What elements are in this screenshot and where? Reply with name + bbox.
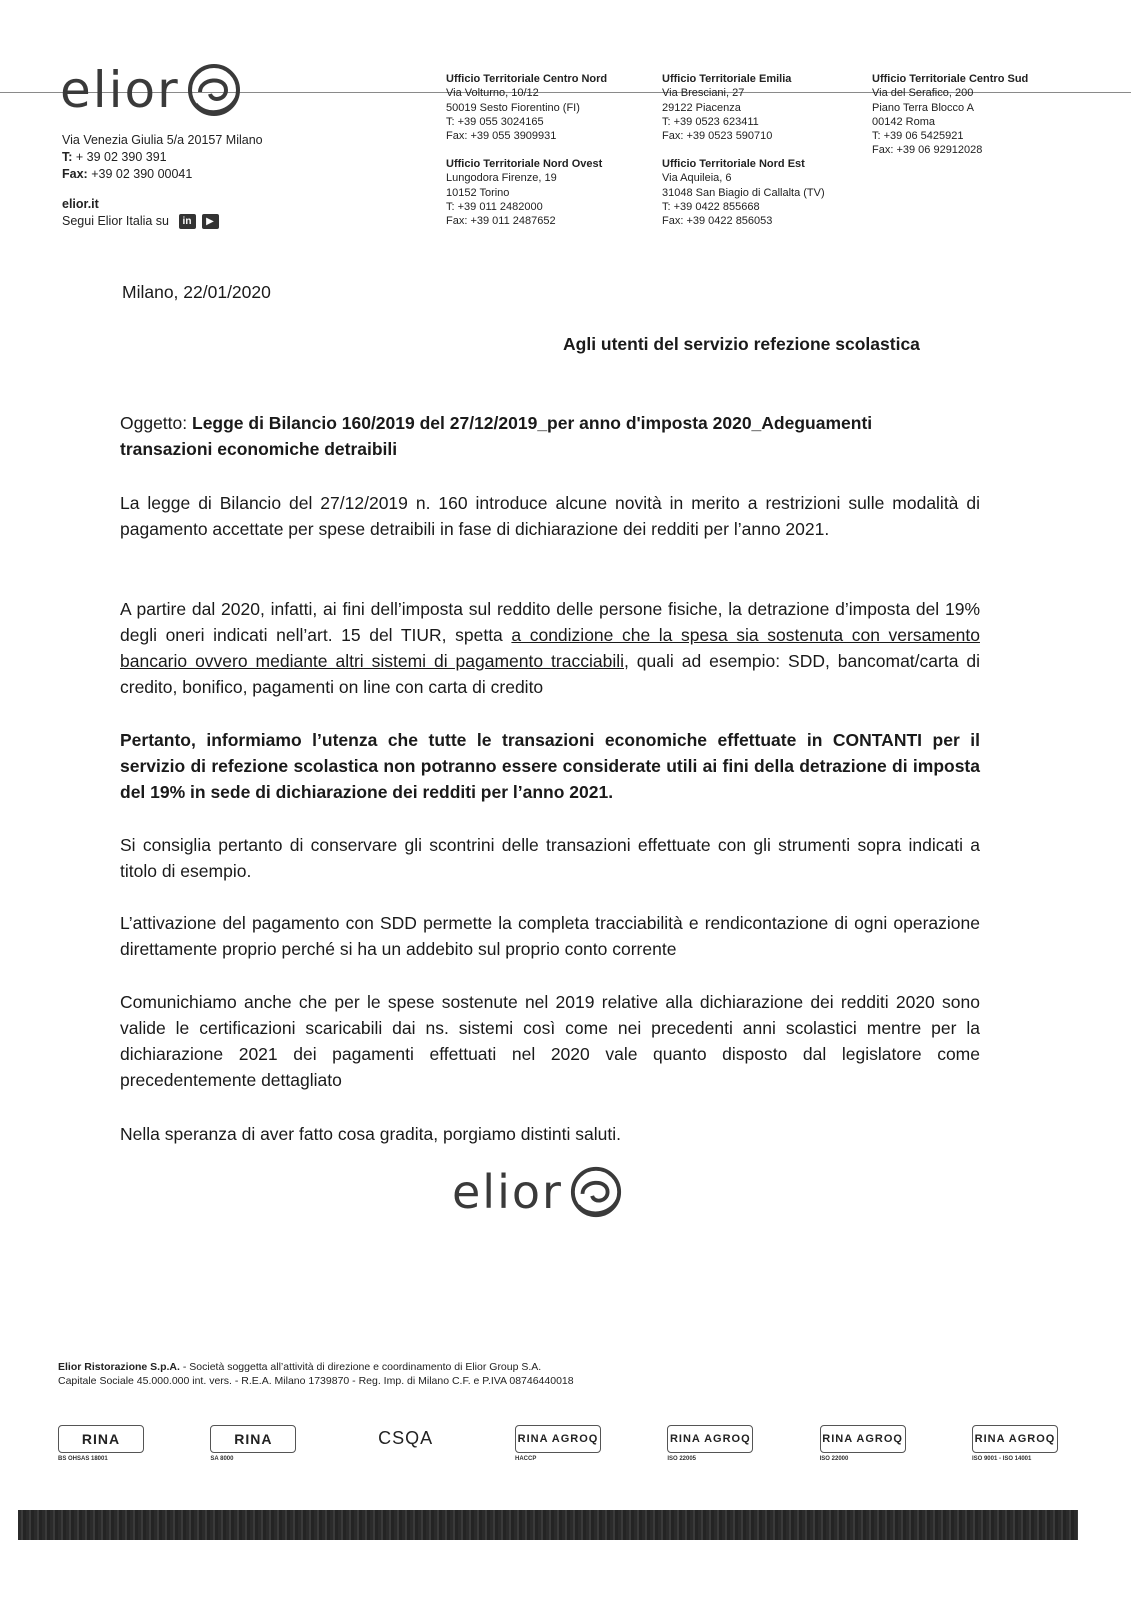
letter-subject — [120, 410, 980, 462]
paragraph-1: La legge di Bilancio del 27/12/2019 n. 160 introduce alcune novità in merito a restrizioni sulle modalità di pagamento accettate per spese detraibili in fase di dichiarazione dei redditi per l’anno 2021. — [120, 493, 980, 539]
paragraph-3: Pertanto, informiamo l’utenza che tutte le transazioni economiche effettuate in CONTANTI per il servizio di refezione scolastica non potranno essere considerate utili ai fini della detrazione di imposta del 19% in sede di dichiarazione dei redditi per l’anno 2021. — [120, 730, 980, 802]
office-line: Fax: +39 0422 856053 — [662, 215, 773, 228]
cert-caption: ISO 9001 - ISO 14001 — [971, 1456, 1032, 1462]
office-title: Ufficio Territoriale Centro Sud — [872, 73, 1029, 85]
company-name: Elior Ristorazione S.p.A. — [58, 1361, 180, 1373]
hq-fax-label: Fax: — [62, 167, 88, 181]
cert-mark: RINA AGROQ — [515, 1425, 601, 1453]
office-line: T: +39 055 3024165 — [446, 115, 544, 128]
cert-caption: SA 8000 — [210, 1456, 234, 1462]
hq-address: Via Venezia Giulia 5/a 20157 Milano — [62, 133, 263, 147]
subject-text-2: transazioni economiche detraibili — [120, 439, 398, 459]
footer-bar — [18, 1510, 1078, 1540]
office-line: Fax: +39 0523 590710 — [662, 130, 773, 143]
cert-caption: HACCP — [514, 1456, 537, 1462]
office-centro-sud — [872, 72, 1072, 158]
hq-fax: +39 02 390 00041 — [91, 167, 193, 181]
letter-date: Milano, 22/01/2020 — [122, 282, 271, 302]
office-line: Fax: +39 011 2487652 — [446, 215, 556, 228]
office-line: 00142 Roma — [872, 115, 935, 128]
cert-logo — [363, 1425, 449, 1481]
p2-end: , quali ad esempio: SDD, bancomat/carta di credito, bonifico, pagamenti on line con carta di credito — [120, 651, 980, 697]
website-link[interactable]: elior.it — [62, 197, 99, 211]
p2-underlined: a condizione che la spesa sia sostenuta con versamento bancario ovvero mediante altri sistemi di pagamento tracciabili — [120, 625, 980, 671]
office-title: Ufficio Territoriale Centro Nord — [446, 73, 608, 85]
cert-mark: RINA AGROQ — [667, 1425, 753, 1453]
office-line: Fax: +39 06 92912028 — [872, 144, 983, 157]
office-line: Via Aquileia, 6 — [662, 172, 732, 185]
paragraph-5: L’attivazione del pagamento con SDD permette la completa tracciabilità e rendicontazione di ogni operazione direttamente proprio perché si ha un addebito sul proprio conto corrente — [120, 913, 980, 959]
office-line: 29122 Piacenza — [662, 101, 741, 114]
cert-logo — [210, 1425, 296, 1481]
elior-swirl-icon — [186, 62, 242, 118]
cert-mark: RINA AGROQ — [972, 1425, 1058, 1453]
office-line: 31048 San Biagio di Callalta (TV) — [662, 186, 825, 199]
subject-text-1: Legge di Bilancio 160/2019 del 27/12/2019_per anno d'imposta 2020_Adeguamenti — [192, 413, 873, 433]
cert-mark: CSQA — [378, 1427, 434, 1448]
website-block — [62, 196, 219, 230]
hq-phone: + 39 02 390 391 — [75, 150, 167, 164]
cert-mark: RINA — [210, 1425, 296, 1453]
office-line: Lungodora Firenze, 19 — [446, 172, 557, 185]
cert-logo — [58, 1425, 144, 1481]
office-nord-ovest — [446, 157, 646, 228]
office-line: Piano Terra Blocco A — [872, 101, 974, 114]
cert-logo — [667, 1425, 753, 1481]
office-line: Via Bresciani, 27 — [662, 87, 745, 100]
office-line: T: +39 06 5425921 — [872, 130, 964, 143]
elior-swirl-icon — [569, 1165, 623, 1219]
signature-logo — [452, 1165, 623, 1219]
office-line: Via Volturno, 10/12 — [446, 87, 539, 100]
office-title: Ufficio Territoriale Emilia — [662, 73, 792, 85]
hq-phone-label: T: — [62, 150, 73, 164]
youtube-icon[interactable]: ▶ — [202, 214, 219, 229]
linkedin-icon[interactable]: in — [179, 214, 196, 229]
cert-caption: BS OHSAS 18001 — [58, 1456, 108, 1462]
office-line: 10152 Torino — [446, 186, 510, 199]
cert-mark: RINA AGROQ — [820, 1425, 906, 1453]
office-nord-est — [662, 157, 862, 228]
office-line: T: +39 0523 623411 — [662, 115, 759, 128]
certification-logos — [58, 1425, 1058, 1481]
office-line: Via del Serafico, 200 — [872, 87, 974, 100]
company-capital: Capitale Sociale 45.000.000 int. vers. - R.E.A. Milano 1739870 - Reg. Imp. di Milano C.F. e P.IVA 08746440018 — [58, 1375, 574, 1387]
office-emilia — [662, 72, 862, 143]
cert-caption: ISO 22000 — [819, 1456, 849, 1462]
p2-start: A partire dal 2020, infatti, ai fini dell’imposta sul reddito delle persone fisiche, la detrazione d’imposta del 19% degli oneri indicati nell’art. 15 del TIUR, spetta — [120, 599, 980, 645]
paragraph-2 — [120, 596, 980, 700]
office-line: T: +39 011 2482000 — [446, 200, 543, 213]
hq-address-block — [62, 132, 263, 183]
paragraph-4: Si consiglia pertanto di conservare gli scontrini delle transazioni effettuate con gli strumenti sopra indicati a titolo di esempio. — [120, 835, 980, 881]
office-title: Ufficio Territoriale Nord Ovest — [446, 158, 603, 170]
office-title: Ufficio Territoriale Nord Est — [662, 158, 805, 170]
cert-logo — [972, 1425, 1058, 1481]
brand-wordmark: elior — [60, 61, 180, 119]
cert-caption: ISO 22005 — [667, 1456, 696, 1462]
office-centro-nord — [446, 72, 646, 143]
office-line: Fax: +39 055 3909931 — [446, 130, 557, 143]
hq-phone-line — [62, 149, 263, 166]
cert-mark: RINA — [58, 1425, 144, 1453]
signature-wordmark: elior — [452, 1165, 563, 1219]
office-line: 50019 Sesto Fiorentino (FI) — [446, 101, 580, 114]
paragraph-7: Nella speranza di aver fatto cosa gradita, porgiamo distinti saluti. — [120, 1124, 621, 1144]
subject-label: Oggetto: — [120, 413, 192, 433]
hq-fax-line — [62, 166, 263, 183]
paragraph-6: Comunichiamo anche che per le spese sostenute nel 2019 relative alla dichiarazione dei redditi 2020 sono valide le certificazioni scaricabili dai ns. sistemi così come nei precedenti anni scolastici mentre per la dichiarazione 2021 dei pagamenti effettuati nel 2020 vale quanto disposto dal legislatore come precedentemente dettagliato — [120, 992, 980, 1090]
follow-text: Segui Elior Italia su — [62, 214, 170, 228]
office-line: T: +39 0422 855668 — [662, 200, 760, 213]
elior-logo — [60, 62, 242, 118]
cert-logo — [515, 1425, 601, 1481]
company-legal-info — [58, 1360, 574, 1388]
cert-logo — [820, 1425, 906, 1481]
letter-recipient: Agli utenti del servizio refezione scolastica — [563, 334, 920, 354]
company-description: - Società soggetta all’attività di direzione e coordinamento di Elior Group S.A. — [179, 1361, 542, 1373]
